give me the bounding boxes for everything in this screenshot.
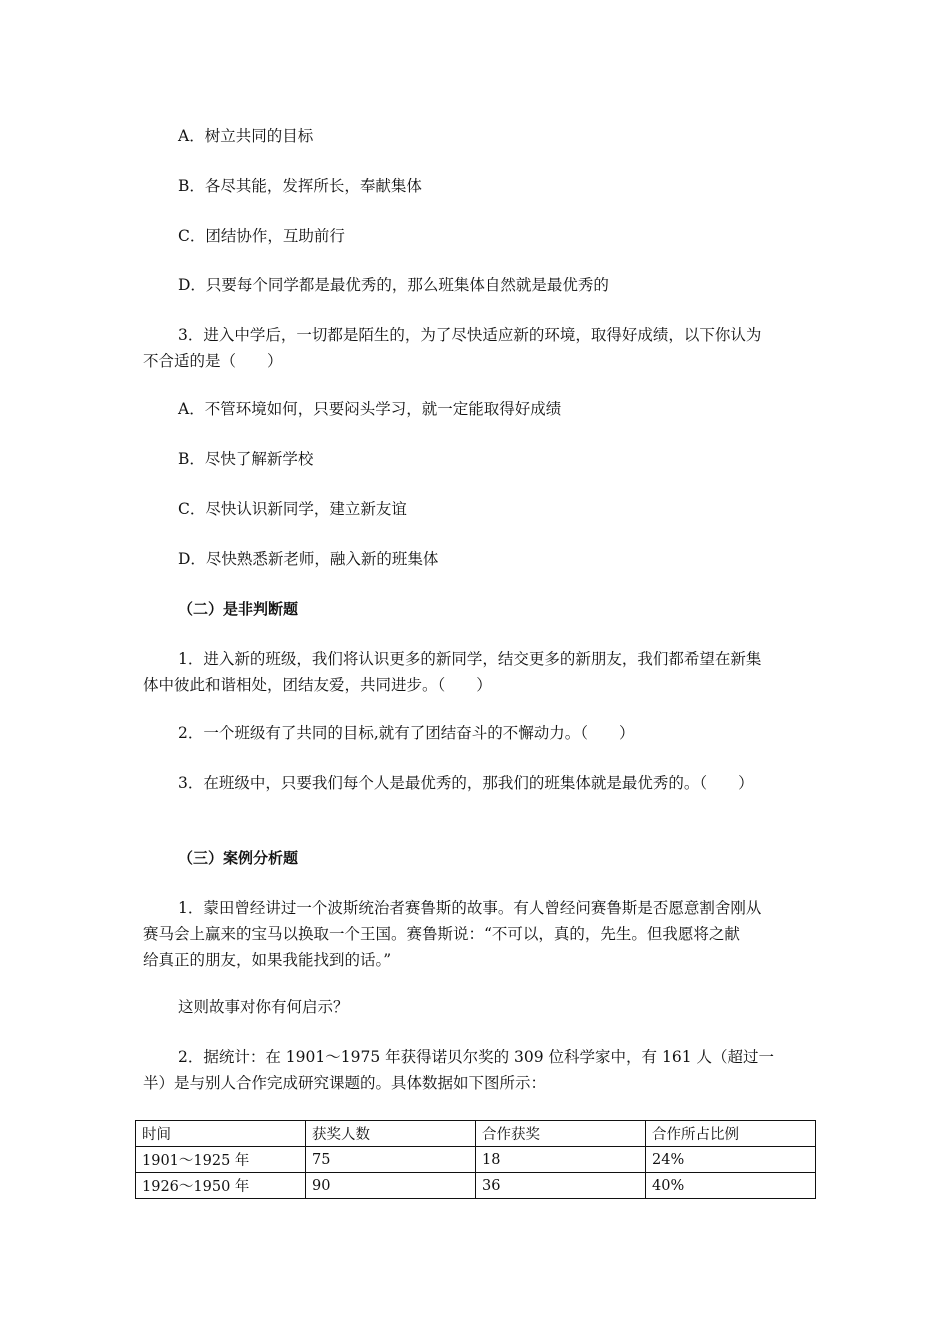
table-cell: 1901～1925 年 bbox=[136, 1147, 306, 1173]
case1-line1: 1．蒙田曾经讲过一个波斯统治者赛鲁斯的故事。有人曾经问赛鲁斯是否愿意割舍刚从 bbox=[178, 899, 762, 917]
q2-option-d: D．只要每个同学都是最优秀的，那么班集体自然就是最优秀的 bbox=[178, 276, 609, 294]
case2-line1: 2．据统计：在 1901～1975 年获得诺贝尔奖的 309 位科学家中，有 161 人（超过一 bbox=[178, 1048, 774, 1066]
table-header-cell: 合作获奖 bbox=[476, 1121, 646, 1147]
table-cell: 75 bbox=[306, 1147, 476, 1173]
table-cell: 24% bbox=[646, 1147, 816, 1173]
judge-q2: 2．一个班级有了共同的目标,就有了团结奋斗的不懈动力。（ ） bbox=[178, 724, 635, 742]
table-header-row bbox=[136, 1121, 816, 1147]
q2-option-a: A．树立共同的目标 bbox=[178, 127, 314, 145]
table-row bbox=[136, 1173, 816, 1199]
case1-line2: 赛马会上赢来的宝马以换取一个王国。赛鲁斯说：“不可以，真的，先生。但我愿将之献 bbox=[143, 925, 740, 943]
judge-q3: 3．在班级中，只要我们每个人是最优秀的，那我们的班集体就是最优秀的。（ ） bbox=[178, 774, 754, 792]
section3-heading: （三）案例分析题 bbox=[178, 849, 299, 867]
q2-option-b: B．各尽其能，发挥所长，奉献集体 bbox=[178, 177, 422, 195]
q3-option-c: C．尽快认识新同学，建立新友谊 bbox=[178, 500, 407, 518]
table-cell: 36 bbox=[476, 1173, 646, 1199]
case1-question: 这则故事对你有何启示？ bbox=[178, 998, 349, 1016]
case1-line3: 给真正的朋友，如果我能找到的话。” bbox=[143, 951, 392, 969]
table-cell: 90 bbox=[306, 1173, 476, 1199]
judge-q1-line2: 体中彼此和谐相处，团结友爱，共同进步。（ ） bbox=[143, 676, 492, 694]
table-cell: 40% bbox=[646, 1173, 816, 1199]
nobel-stats-table bbox=[135, 1120, 816, 1199]
q3-stem-line2: 不合适的是（ ） bbox=[143, 352, 283, 370]
q2-option-c: C．团结协作，互助前行 bbox=[178, 227, 345, 245]
q3-option-b: B．尽快了解新学校 bbox=[178, 450, 314, 468]
table-row bbox=[136, 1147, 816, 1173]
table-header-cell: 获奖人数 bbox=[306, 1121, 476, 1147]
q3-option-a: A．不管环境如何，只要闷头学习，就一定能取得好成绩 bbox=[178, 400, 562, 418]
q3-option-d: D．尽快熟悉新老师，融入新的班集体 bbox=[178, 550, 439, 568]
table-cell: 1926～1950 年 bbox=[136, 1173, 306, 1199]
table-header-cell: 合作所占比例 bbox=[646, 1121, 816, 1147]
table-cell: 18 bbox=[476, 1147, 646, 1173]
table-header-cell: 时间 bbox=[136, 1121, 306, 1147]
q3-stem-line1: 3．进入中学后，一切都是陌生的，为了尽快适应新的环境，取得好成绩，以下你认为 bbox=[178, 326, 762, 344]
case2-line2: 半）是与别人合作完成研究课题的。具体数据如下图所示： bbox=[143, 1074, 547, 1092]
section2-heading: （二）是非判断题 bbox=[178, 600, 299, 618]
judge-q1-line1: 1．进入新的班级，我们将认识更多的新同学，结交更多的新朋友，我们都希望在新集 bbox=[178, 650, 762, 668]
